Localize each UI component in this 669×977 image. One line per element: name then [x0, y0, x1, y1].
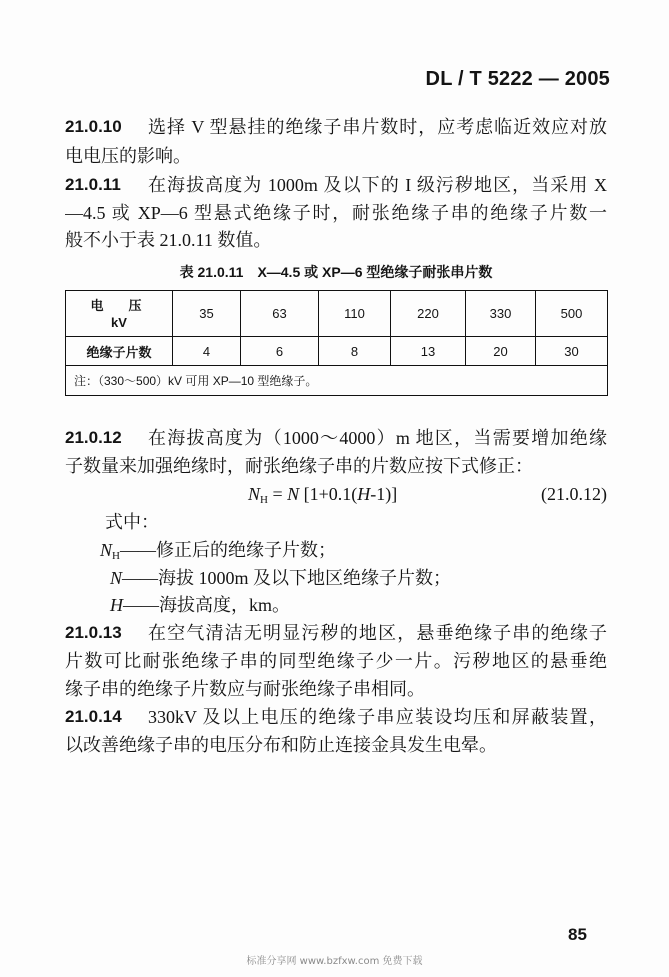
formula-number: (21.0.12)	[541, 484, 607, 504]
clause-text: 在海拔高度为（1000～4000）m 地区，当需要增加绝缘	[148, 428, 607, 448]
clause-text: 以改善绝缘子串的电压分布和防止连接金具发生电晕。	[65, 735, 497, 755]
clause-text: 般不小于表 21.0.11 数值。	[65, 230, 272, 250]
clause-21-0-12-line-2	[65, 452, 607, 480]
clause-number: 21.0.11	[65, 175, 121, 194]
clause-21-0-11-line-1	[65, 171, 607, 199]
count-cell: 30	[536, 337, 608, 366]
count-cell: 8	[319, 337, 391, 366]
count-cell: 4	[173, 337, 241, 366]
voltage-cell: 110	[319, 291, 391, 337]
clause-number: 21.0.12	[65, 428, 122, 447]
voltage-header-unit: kV	[111, 314, 127, 330]
table-row-count	[66, 337, 608, 366]
where-label: 式中：	[105, 512, 159, 532]
table-caption-title: X—4.5 或 XP—6 型绝缘子耐张串片数	[257, 264, 493, 280]
clause-21-0-13-line-1	[65, 619, 607, 647]
voltage-cell: 330	[466, 291, 536, 337]
formula-symbol-h: H	[357, 484, 371, 504]
formula-expression-open: [1+0.1(	[303, 484, 358, 504]
clause-21-0-13-line-2	[65, 647, 607, 675]
count-cell: 6	[241, 337, 319, 366]
clause-text: 330kV 及以上电压的绝缘子串应装设均压和屏蔽装置，	[148, 707, 607, 727]
clause-21-0-14-line-1	[65, 703, 607, 731]
formula-symbol-n: N	[287, 484, 300, 504]
clause-text: 在空气清洁无明显污秽的地区，悬垂绝缘子串的绝缘子	[148, 623, 607, 643]
formula-subscript-h: H	[260, 494, 268, 506]
clause-21-0-10-line-1	[65, 113, 607, 141]
voltage-cell: 63	[241, 291, 319, 337]
where-item	[100, 536, 336, 564]
clause-text: 电电压的影响。	[65, 146, 191, 166]
clause-number: 21.0.14	[65, 707, 122, 726]
where-subscript: H	[112, 550, 120, 562]
voltage-header-label: 电 压	[90, 297, 148, 313]
clause-21-0-10-line-2	[65, 142, 607, 170]
clause-21-0-14-line-2	[65, 731, 607, 759]
clause-21-0-12-line-1	[65, 424, 607, 452]
footer-watermark: 标准分享网 www.bzfxw.com 免费下载	[246, 956, 423, 967]
clause-number: 21.0.13	[65, 623, 122, 642]
where-item	[110, 591, 290, 619]
formula-equals: =	[272, 484, 283, 504]
clause-21-0-11-line-2	[65, 199, 607, 227]
page-number: 85	[568, 925, 587, 944]
where-symbol: H	[110, 595, 123, 615]
clause-text: 子数量来加强绝缘时，耐张绝缘子串的片数应按下式修正：	[65, 456, 533, 476]
where-symbol: N	[100, 540, 113, 560]
clause-number: 21.0.10	[65, 117, 122, 136]
clause-text: 片数可比耐张绝缘子串的同型绝缘子少一片。污秽地区的悬垂绝	[65, 651, 607, 671]
formula-expression-close: -1)]	[370, 484, 398, 504]
where-description: ——修正后的绝缘子片数；	[119, 540, 336, 560]
table-caption	[65, 261, 607, 283]
where-symbol: N	[110, 568, 123, 588]
formula	[248, 480, 397, 508]
where-description: ——海拔 1000m 及以下地区绝缘子片数；	[122, 568, 452, 588]
clause-text: 缘子串的绝缘子片数应与耐张绝缘子串相同。	[65, 679, 425, 699]
where-description: ——海拔高度，km。	[123, 595, 291, 615]
clause-21-0-11-line-3	[65, 226, 607, 254]
count-row-label: 绝缘子片数	[66, 337, 173, 366]
clause-text: 在海拔高度为 1000m 及以下的 I 级污秽地区，当采用 X	[148, 175, 607, 195]
insulator-count-table	[65, 290, 608, 396]
voltage-header-cell	[66, 291, 173, 337]
formula-symbol-n: N	[248, 484, 261, 504]
voltage-cell: 35	[173, 291, 241, 337]
table-caption-number: 表 21.0.11	[179, 264, 244, 280]
clause-21-0-13-line-3	[65, 675, 607, 703]
where-item	[110, 564, 451, 592]
voltage-cell: 500	[536, 291, 608, 337]
clause-text: —4.5 或 XP—6 型悬式绝缘子时，耐张绝缘子串的绝缘子片数一	[65, 203, 607, 223]
table-row-note	[66, 366, 608, 396]
count-cell: 13	[391, 337, 466, 366]
table-note: 注：（330～500）kV 可用 XP—10 型绝缘子。	[66, 366, 608, 396]
voltage-cell: 220	[391, 291, 466, 337]
standard-code-header: DL / T 5222 — 2005	[425, 68, 610, 90]
clause-text: 选择 V 型悬挂的绝缘子串片数时，应考虑临近效应对放	[148, 117, 607, 137]
count-cell: 20	[466, 337, 536, 366]
table-row-voltage	[66, 291, 608, 337]
